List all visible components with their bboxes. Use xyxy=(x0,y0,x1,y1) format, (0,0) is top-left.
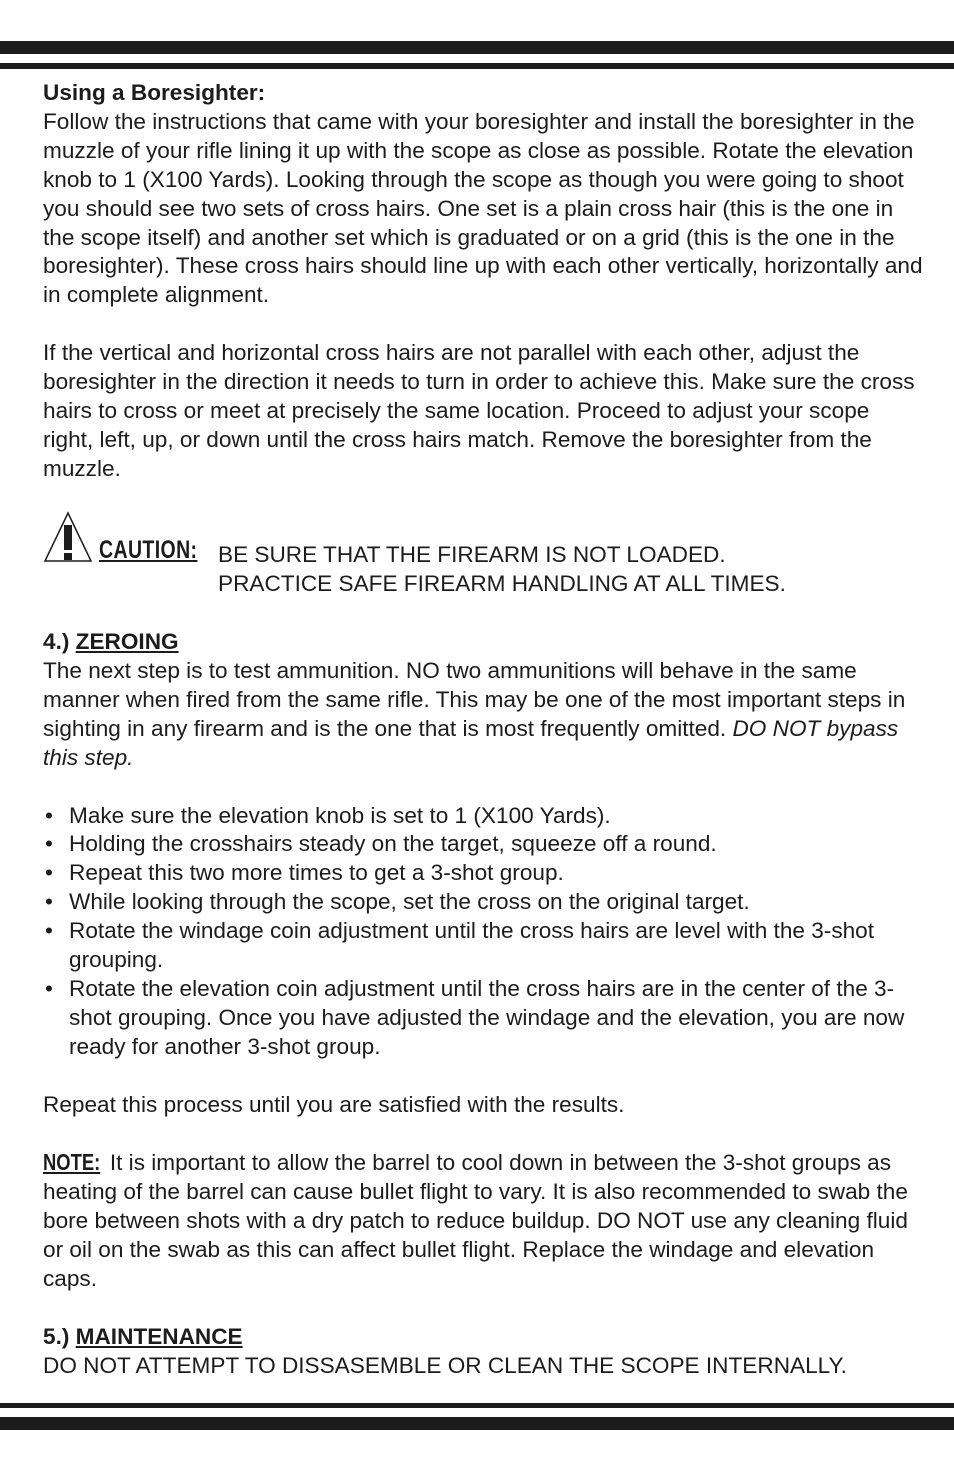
warning-triangle-icon xyxy=(43,511,93,563)
zeroing-heading xyxy=(43,628,923,657)
bottom-rule-thin xyxy=(0,1403,954,1408)
page-content xyxy=(43,79,923,1381)
list-item: • Make sure the elevation knob is set to 1 (X100 Yards). xyxy=(43,802,923,831)
list-item: • Holding the crosshairs steady on the target, squeeze off a round. xyxy=(43,830,923,859)
zeroing-number: 4.) xyxy=(43,629,70,655)
list-item: • Rotate the elevation coin adjustment until the cross hairs are in the center of the 3-shot grouping. Once you have adjusted the windage and the elevation, you are now ready for another 3-shot group. xyxy=(43,975,923,1062)
zeroing-repeat: Repeat this process until you are satisfied with the results. xyxy=(43,1091,625,1117)
note-text: It is important to allow the barrel to cool down in between the 3-shot groups as heating of the barrel can cause bullet flight to vary. It is also recommended to swab the bore between shots with a dry patch to reduce buildup. DO NOT use any cleaning fluid or oil on the swab as this can affect bullet flight. Replace the windage and elevation caps. xyxy=(43,1150,908,1292)
zeroing-steps-list xyxy=(43,802,923,1062)
maintenance-text: DO NOT ATTEMPT TO DISSASEMBLE OR CLEAN THE SCOPE INTERNALLY. xyxy=(43,1352,847,1378)
caution-block xyxy=(43,536,923,599)
caution-label: CAUTION: xyxy=(99,536,198,565)
zeroing-intro xyxy=(43,657,923,773)
zeroing-title: ZEROING xyxy=(75,629,179,655)
zeroing-intro-emphasis: DO NOT bypass this step. xyxy=(43,715,899,770)
boresighter-paragraph-2: If the vertical and horizontal cross hairs are not parallel with each other, adjust the boresighter in the direction it needs to turn in order to achieve this. Make sure the cross hairs to cross or meet at precisely the same location. Proceed to adjust your scope right, left, up, or down until the cross hairs match. Remove the boresighter from the muzzle. xyxy=(43,340,915,481)
top-rule-thick xyxy=(0,41,954,54)
list-item: • Rotate the windage coin adjustment until the cross hairs are level with the 3-shot grouping. xyxy=(43,917,923,975)
note-paragraph xyxy=(43,1148,923,1294)
maintenance-number: 5.) xyxy=(43,1323,70,1349)
caution-line-1: BE SURE THAT THE FIREARM IS NOT LOADED. xyxy=(218,542,726,568)
boresighter-heading: Using a Boresighter: xyxy=(43,80,266,105)
maintenance-heading xyxy=(43,1323,923,1352)
list-item: • Repeat this two more times to get a 3-shot group. xyxy=(43,859,923,888)
caution-line-2: PRACTICE SAFE FIREARM HANDLING AT ALL TIMES. xyxy=(218,571,786,597)
maintenance-title: MAINTENANCE xyxy=(75,1323,243,1349)
list-item: • While looking through the scope, set the cross on the original target. xyxy=(43,888,923,917)
note-label: NOTE: xyxy=(43,1149,101,1176)
bottom-rule-thick xyxy=(0,1417,954,1430)
zeroing-intro-text: The next step is to test ammunition. NO two ammunitions will behave in the same manner when fired from the same rifle. This may be one of the most important steps in sighting in any firearm and is the one that is most frequently omitted. xyxy=(43,658,906,741)
boresighter-paragraph-1: Follow the instructions that came with your boresighter and install the boresighter in the muzzle of your rifle lining it up with the scope as close as possible. Rotate the elevation knob to 1 (X100 Yards). Looking through the scope as though you were going to shoot you should see two sets of cross hairs. One set is a plain cross hair (this is the one in the scope itself) and another set which is graduated or on a grid (this is the one in the boresighter). These cross hairs should line up with each other vertically, horizontally and in complete alignment. xyxy=(43,108,923,308)
top-rule-thin xyxy=(0,63,954,69)
